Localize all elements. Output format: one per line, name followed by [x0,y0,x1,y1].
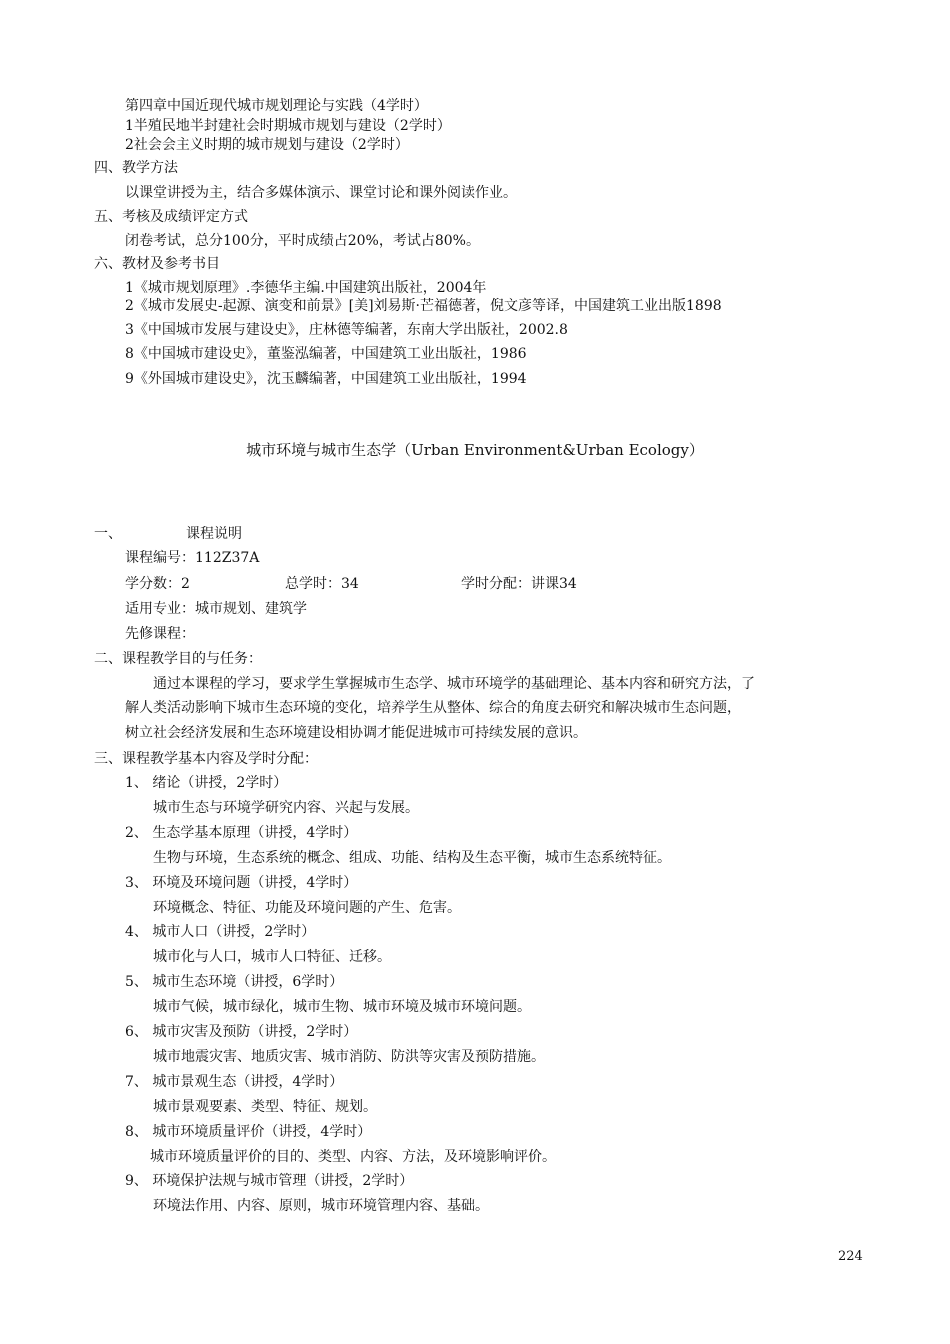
course-allocation: 学时分配：讲课34 [461,576,577,592]
chapter-heading: 第四章中国近现代城市规划理论与实践（4学时） [125,98,428,114]
paragraph-line: 通过本课程的学习，要求学生掌握城市生态学、城市环境学的基础理论、基本内容和研究方法，了 [153,676,755,692]
topic-heading: 8、 城市环境质量评价（讲授，4学时） [125,1124,372,1140]
section-heading: 二、课程教学目的与任务： [94,651,262,667]
topic-desc: 环境法作用、内容、原则，城市环境管理内容、基础。 [153,1198,489,1214]
course-credits: 学分数：2 [125,576,190,592]
course-prereq: 先修课程： [125,626,195,642]
reference-item: 2《城市发展史-起源、演变和前景》[美]刘易斯·芒福德著，倪文彦等译，中国建筑工业出版1898 [125,298,722,314]
topic-heading: 2、 生态学基本原理（讲授，4学时） [125,825,358,841]
course-major: 适用专业：城市规划、建筑学 [125,601,307,617]
section-heading: 六、教材及参考书目 [94,256,220,272]
chapter-item: 1半殖民地半封建社会时期城市规划与建设（2学时） [125,118,451,134]
topic-desc: 生物与环境，生态系统的概念、组成、功能、结构及生态平衡，城市生态系统特征。 [153,850,671,866]
topic-heading: 3、 环境及环境问题（讲授，4学时） [125,875,358,891]
section-number: 一、 [94,526,122,542]
topic-heading: 7、 城市景观生态（讲授，4学时） [125,1074,344,1090]
course-code: 课程编号：112Z37A [125,550,260,566]
section-heading: 五、考核及成绩评定方式 [94,209,248,225]
course-title: 城市环境与城市生态学（Urban Environment&Urban Ecology） [246,441,704,459]
section-heading: 三、课程教学基本内容及学时分配： [94,751,318,767]
topic-heading: 6、 城市灾害及预防（讲授，2学时） [125,1024,358,1040]
course-hours: 总学时：34 [285,576,359,592]
topic-heading: 5、 城市生态环境（讲授，6学时） [125,974,344,990]
section-text: 以课堂讲授为主，结合多媒体演示、课堂讨论和课外阅读作业。 [125,185,517,201]
topic-desc: 城市化与人口，城市人口特征、迁移。 [153,949,391,965]
chapter-item: 2社会会主义时期的城市规划与建设（2学时） [125,137,409,153]
reference-item: 1《城市规划原理》.李德华主编.中国建筑出版社，2004年 [125,280,487,296]
topic-desc: 环境概念、特征、功能及环境问题的产生、危害。 [153,900,461,916]
topic-desc: 城市气候，城市绿化，城市生物、城市环境及城市环境问题。 [153,999,531,1015]
reference-item: 8《中国城市建设史》，董鉴泓编著，中国建筑工业出版社，1986 [125,346,527,362]
section-text: 闭卷考试，总分100分，平时成绩占20%，考试占80%。 [125,233,480,249]
reference-item: 9《外国城市建设史》，沈玉麟编著，中国建筑工业出版社，1994 [125,371,527,387]
topic-heading: 9、 环境保护法规与城市管理（讲授，2学时） [125,1173,414,1189]
reference-item: 3《中国城市发展与建设史》，庄林德等编著，东南大学出版社，2002.8 [125,322,568,338]
topic-heading: 1、 绪论（讲授，2学时） [125,775,288,791]
topic-desc: 城市地震灾害、地质灾害、城市消防、防洪等灾害及预防措施。 [153,1049,545,1065]
paragraph-line: 树立社会经济发展和生态环境建设相协调才能促进城市可持续发展的意识。 [125,725,587,741]
paragraph-line: 解人类活动影响下城市生态环境的变化，培养学生从整体、综合的角度去研究和解决城市生态问题， [125,700,741,716]
section-heading: 四、教学方法 [94,160,178,176]
topic-desc: 城市景观要素、类型、特征、规划。 [153,1099,377,1115]
topic-desc: 城市生态与环境学研究内容、兴起与发展。 [153,800,419,816]
topic-desc: 城市环境质量评价的目的、类型、内容、方法，及环境影响评价。 [150,1149,556,1165]
section-heading: 课程说明 [186,526,242,542]
page-number: 224 [838,1249,863,1264]
topic-heading: 4、 城市人口（讲授，2学时） [125,924,316,940]
